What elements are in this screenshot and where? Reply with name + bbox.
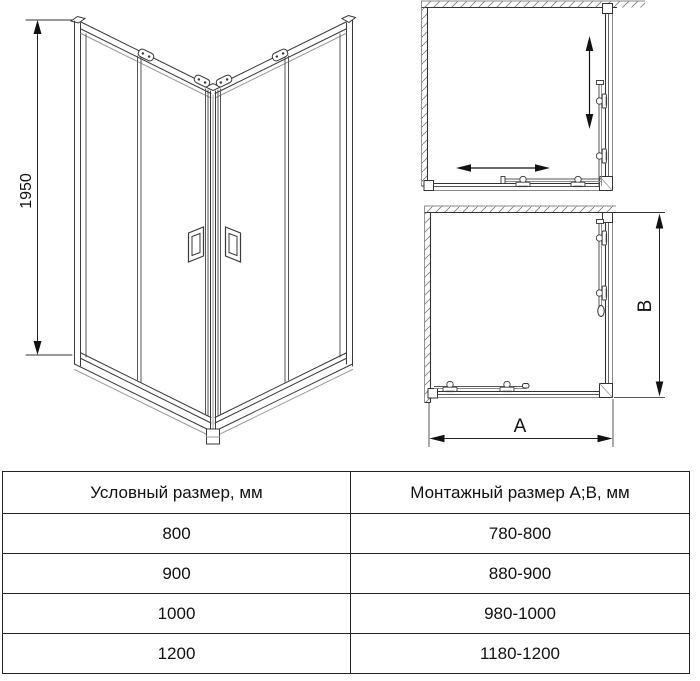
bottom-rail-left [75,353,213,437]
right-wall-profile [342,16,356,367]
mounting-size-cell: 780-800 [351,514,690,554]
height-dimension-label: 1950 [18,173,35,209]
installation-plan-view [424,206,665,447]
size-table-row [3,554,690,594]
height-dimension [18,20,72,355]
wall-bracket-icon [428,389,438,399]
right-wing-panels [218,34,340,416]
arrow-up-icon [34,20,42,34]
arrow-down-icon [656,382,664,397]
top-rail-right [215,22,346,98]
wall-hatch-left [422,8,428,186]
slide-arrow-horizontal-icon [456,164,550,172]
width-dimension-label: A [513,416,527,437]
door-handle-right [226,227,241,262]
size-table-header-nominal: Условный размер, мм [3,472,351,514]
size-table-row [3,594,690,634]
arrow-down-icon [34,341,42,355]
size-table-row [3,514,690,554]
top-plan-view [421,1,645,191]
nominal-size-cell: 800 [3,514,351,554]
wall-hatch-left [425,213,431,403]
width-dimension-a [429,399,613,447]
nominal-size-cell: 900 [3,554,351,594]
mounting-size-cell: 980-1000 [351,594,690,634]
roller-bracket-icon [137,48,155,62]
bottom-rail-right [214,353,353,437]
arrow-left-icon [430,435,445,442]
wall-bracket-icon [603,4,613,14]
wall-bracket-icon [603,213,613,223]
nominal-size-cell: 1200 [3,634,351,674]
panel-handle-icon [598,306,604,317]
corner-foot [207,429,220,444]
mounting-size-cell: 880-900 [351,554,690,594]
depth-dimension-label: B [635,299,656,313]
roller-bracket-icon [271,48,289,62]
left-wall-profile [71,17,85,367]
perspective-view [18,16,356,445]
size-table-header-row [3,472,690,514]
size-table [2,471,690,674]
arrow-right-icon [598,435,613,442]
size-table-row [3,634,690,674]
panel-handle-icon [523,384,530,389]
wall-bracket-icon [424,181,434,191]
mounting-size-cell: 1180-1200 [351,634,690,674]
wall-hatch-top [424,206,616,213]
size-table-header-mounting: Монтажный размер А;В, мм [351,472,690,514]
door-handle-left [189,227,204,262]
arrow-up-icon [656,214,664,229]
depth-dimension-b [614,214,665,398]
left-wing-panels [86,34,208,416]
nominal-size-cell: 1000 [3,594,351,634]
corner-block [600,384,613,398]
slide-arrow-vertical-icon [586,36,594,129]
